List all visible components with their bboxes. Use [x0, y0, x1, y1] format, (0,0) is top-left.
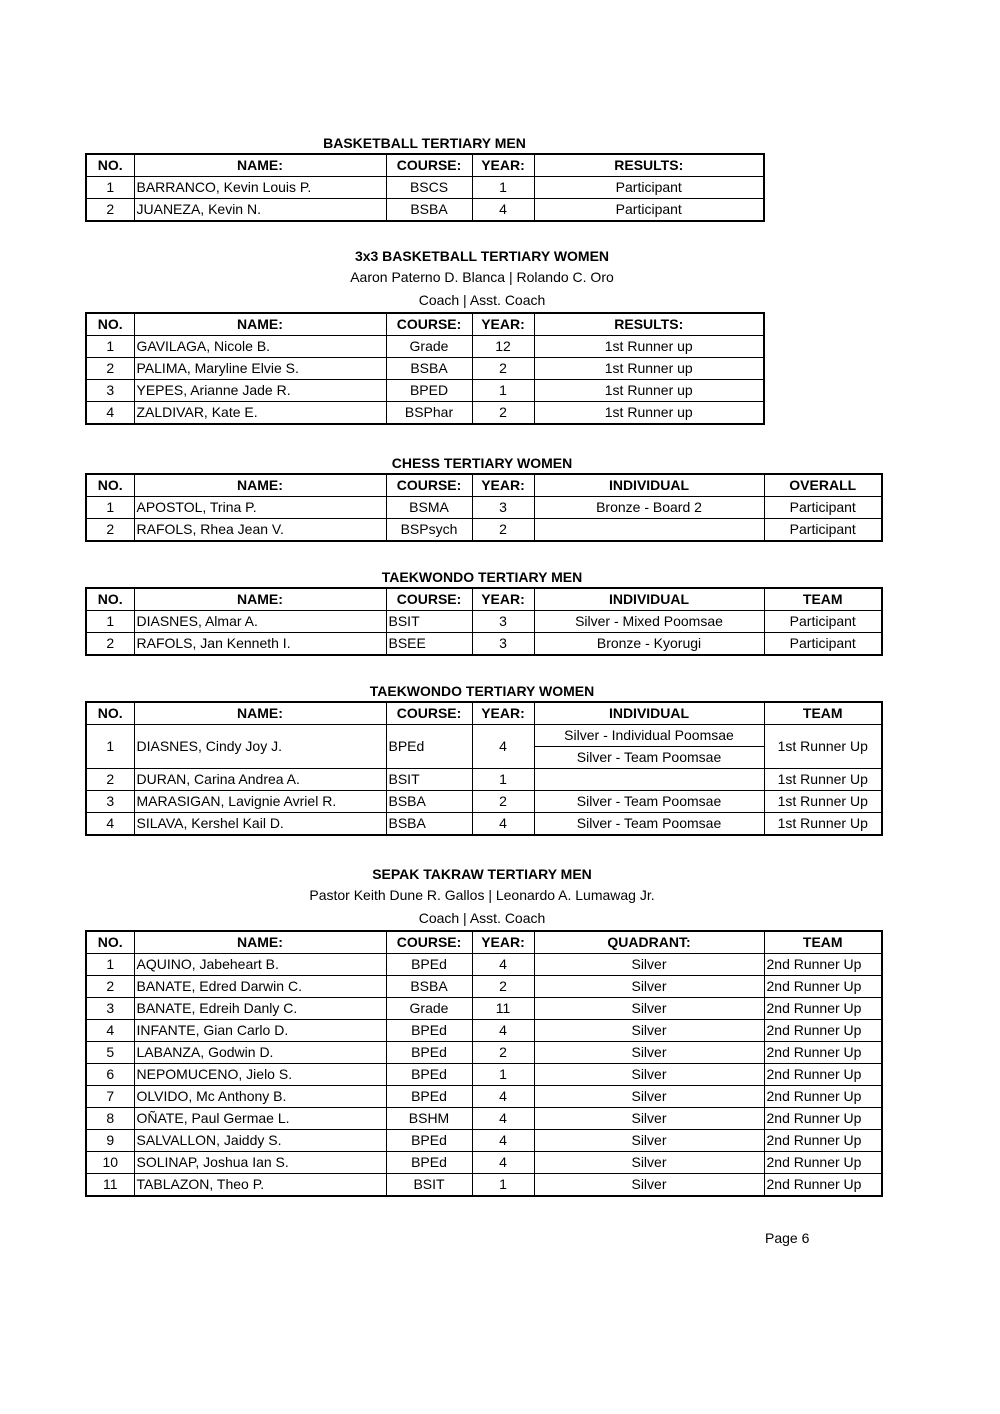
header-quadrant: QUADRANT:: [534, 931, 764, 954]
table-header-row: [86, 702, 882, 725]
cell-name: NEPOMUCENO, Jielo S.: [134, 1064, 386, 1086]
cell-individual: Silver - Individual Poomsae: [534, 725, 764, 747]
cell-course: BSPsych: [386, 519, 472, 542]
header-name: NAME:: [134, 588, 386, 611]
header-year: YEAR:: [472, 931, 534, 954]
table-row: [86, 1064, 882, 1086]
cell-individual: Silver - Team Poomsae: [534, 791, 764, 813]
cell-team: 1st Runner Up: [764, 791, 882, 813]
table-row: [86, 1108, 882, 1130]
cell-name: OÑATE, Paul Germae L.: [134, 1108, 386, 1130]
cell-year: 4: [472, 954, 534, 976]
header-individual: INDIVIDUAL: [534, 588, 764, 611]
section-3x3-basketball-women: [85, 246, 879, 425]
header-no: NO.: [86, 702, 134, 725]
section-taekwondo-men: [85, 567, 883, 656]
results-table: [85, 587, 883, 656]
section-sepak-takraw-men: [85, 864, 883, 1197]
cell-year: 2: [472, 1042, 534, 1064]
cell-no: 2: [86, 769, 134, 791]
cell-year: 4: [472, 1086, 534, 1108]
table-row: [86, 611, 882, 633]
cell-course: BSIT: [386, 769, 472, 791]
cell-name: SOLINAP, Joshua Ian S.: [134, 1152, 386, 1174]
header-name: NAME:: [134, 154, 386, 177]
results-table: [85, 312, 765, 425]
header-course: COURSE:: [386, 154, 472, 177]
header-year: YEAR:: [472, 154, 534, 177]
coach-names: Pastor Keith Dune R. Gallos | Leonardo A. Lumawag Jr.: [309, 887, 655, 903]
cell-year: 1: [472, 380, 534, 402]
table-row: [86, 199, 764, 222]
cell-individual: Silver - Mixed Poomsae: [534, 611, 764, 633]
cell-no: 7: [86, 1086, 134, 1108]
cell-year: 2: [472, 358, 534, 380]
cell-quadrant: Silver: [534, 1130, 764, 1152]
cell-year: 1: [472, 1064, 534, 1086]
table-header-row: [86, 931, 882, 954]
cell-name: AQUINO, Jabeheart B.: [134, 954, 386, 976]
cell-overall: Participant: [764, 519, 882, 542]
header-individual: INDIVIDUAL: [534, 474, 764, 497]
cell-name: ZALDIVAR, Kate E.: [134, 402, 386, 425]
cell-year: 4: [472, 199, 534, 222]
cell-no: 4: [86, 402, 134, 425]
table-row: [86, 1152, 882, 1174]
table-row: [86, 380, 764, 402]
cell-no: 1: [86, 336, 134, 358]
cell-course: BSBA: [386, 199, 472, 222]
cell-no: 2: [86, 976, 134, 998]
cell-quadrant: Silver: [534, 998, 764, 1020]
table-row: [86, 177, 764, 199]
cell-year: 4: [472, 1130, 534, 1152]
cell-name: RAFOLS, Jan Kenneth I.: [134, 633, 386, 656]
cell-individual: Bronze - Kyorugi: [534, 633, 764, 656]
header-team: TEAM: [764, 702, 882, 725]
table-row: [86, 1020, 882, 1042]
header-no: NO.: [86, 931, 134, 954]
cell-team: Participant: [764, 611, 882, 633]
cell-name: DIASNES, Almar A.: [134, 611, 386, 633]
cell-no: 5: [86, 1042, 134, 1064]
coach-roles: Coach | Asst. Coach: [418, 910, 546, 926]
cell-course: BPEd: [386, 1130, 472, 1152]
cell-team: 2nd Runner Up: [764, 1174, 882, 1197]
table-row: [86, 1042, 882, 1064]
cell-quadrant: Silver: [534, 1108, 764, 1130]
cell-team: 2nd Runner Up: [764, 1108, 882, 1130]
cell-course: Grade: [386, 998, 472, 1020]
cell-quadrant: Silver: [534, 1086, 764, 1108]
cell-no: 11: [86, 1174, 134, 1197]
cell-name: BANATE, Edred Darwin C.: [134, 976, 386, 998]
cell-course: BPEd: [386, 954, 472, 976]
header-overall: OVERALL: [764, 474, 882, 497]
cell-results: Participant: [534, 177, 764, 199]
cell-course: BSIT: [386, 611, 472, 633]
cell-year: 1: [472, 177, 534, 199]
cell-name: YEPES, Arianne Jade R.: [134, 380, 386, 402]
table-row: [86, 633, 882, 656]
cell-name: OLVIDO, Mc Anthony B.: [134, 1086, 386, 1108]
cell-year: 4: [472, 725, 534, 769]
header-results: RESULTS:: [534, 154, 764, 177]
cell-name: DURAN, Carina Andrea A.: [134, 769, 386, 791]
cell-quadrant: Silver: [534, 1174, 764, 1197]
section-chess-women: [85, 453, 883, 542]
cell-results: 1st Runner up: [534, 358, 764, 380]
cell-team: 2nd Runner Up: [764, 976, 882, 998]
cell-name: SILAVA, Kershel Kail D.: [134, 813, 386, 836]
cell-course: BSEE: [386, 633, 472, 656]
cell-course: BPEd: [386, 1042, 472, 1064]
header-team: TEAM: [764, 931, 882, 954]
cell-no: 9: [86, 1130, 134, 1152]
cell-no: 1: [86, 177, 134, 199]
header-no: NO.: [86, 588, 134, 611]
cell-quadrant: Silver: [534, 1020, 764, 1042]
section-title: SEPAK TAKRAW TERTIARY MEN: [372, 866, 592, 882]
coach-names: Aaron Paterno D. Blanca | Rolando C. Oro: [350, 269, 614, 285]
cell-team: 1st Runner Up: [764, 725, 882, 769]
header-no: NO.: [86, 154, 134, 177]
cell-no: 3: [86, 380, 134, 402]
results-table: [85, 930, 883, 1197]
section-title: TAEKWONDO TERTIARY MEN: [381, 569, 583, 585]
table-header-row: [86, 474, 882, 497]
cell-no: 2: [86, 358, 134, 380]
cell-year: 1: [472, 1174, 534, 1197]
cell-name: SALVALLON, Jaiddy S.: [134, 1130, 386, 1152]
table-row: [86, 976, 882, 998]
cell-course: BPEd: [386, 725, 472, 769]
cell-name: APOSTOL, Trina P.: [134, 497, 386, 519]
cell-team: 1st Runner Up: [764, 769, 882, 791]
cell-name: JUANEZA, Kevin N.: [134, 199, 386, 222]
cell-no: 2: [86, 519, 134, 542]
header-no: NO.: [86, 474, 134, 497]
cell-course: BSIT: [386, 1174, 472, 1197]
cell-individual: [534, 519, 764, 542]
cell-year: 4: [472, 1020, 534, 1042]
section-title: CHESS TERTIARY WOMEN: [391, 455, 573, 471]
cell-course: Grade: [386, 336, 472, 358]
cell-year: 11: [472, 998, 534, 1020]
cell-course: BSBA: [386, 358, 472, 380]
header-year: YEAR:: [472, 702, 534, 725]
table-row: [86, 813, 882, 836]
results-table: [85, 153, 765, 222]
cell-no: 2: [86, 633, 134, 656]
cell-course: BSBA: [386, 976, 472, 998]
header-course: COURSE:: [386, 313, 472, 336]
header-team: TEAM: [764, 588, 882, 611]
cell-team: 2nd Runner Up: [764, 1086, 882, 1108]
cell-team: 2nd Runner Up: [764, 1042, 882, 1064]
cell-no: 4: [86, 813, 134, 836]
cell-quadrant: Silver: [534, 1064, 764, 1086]
cell-no: 1: [86, 954, 134, 976]
cell-course: BSHM: [386, 1108, 472, 1130]
cell-no: 8: [86, 1108, 134, 1130]
header-no: NO.: [86, 313, 134, 336]
cell-course: BPEd: [386, 1064, 472, 1086]
cell-year: 4: [472, 1108, 534, 1130]
table-header-row: [86, 588, 882, 611]
cell-year: 2: [472, 791, 534, 813]
section-taekwondo-women: [85, 681, 883, 836]
table-row: [86, 1174, 882, 1197]
cell-course: BSBA: [386, 813, 472, 836]
cell-year: 3: [472, 633, 534, 656]
header-name: NAME:: [134, 702, 386, 725]
section-title: 3x3 BASKETBALL TERTIARY WOMEN: [354, 248, 610, 264]
header-year: YEAR:: [472, 588, 534, 611]
cell-team: 2nd Runner Up: [764, 954, 882, 976]
cell-name: PALIMA, Maryline Elvie S.: [134, 358, 386, 380]
cell-no: 4: [86, 1020, 134, 1042]
cell-course: BPED: [386, 380, 472, 402]
cell-course: BPEd: [386, 1086, 472, 1108]
section-title: BASKETBALL TERTIARY MEN: [323, 135, 526, 151]
cell-no: 1: [86, 725, 134, 769]
cell-year: 2: [472, 519, 534, 542]
cell-name: GAVILAGA, Nicole B.: [134, 336, 386, 358]
header-course: COURSE:: [386, 474, 472, 497]
cell-individual: Silver - Team Poomsae: [534, 747, 764, 769]
table-row: [86, 402, 764, 425]
cell-team: 2nd Runner Up: [764, 998, 882, 1020]
header-individual: INDIVIDUAL: [534, 702, 764, 725]
cell-quadrant: Silver: [534, 976, 764, 998]
cell-name: BANATE, Edreih Danly C.: [134, 998, 386, 1020]
cell-name: RAFOLS, Rhea Jean V.: [134, 519, 386, 542]
cell-team: 2nd Runner Up: [764, 1020, 882, 1042]
cell-team: 2nd Runner Up: [764, 1152, 882, 1174]
table-row: [86, 336, 764, 358]
header-year: YEAR:: [472, 313, 534, 336]
cell-no: 3: [86, 998, 134, 1020]
section-basketball-men: [85, 133, 765, 222]
cell-individual: Bronze - Board 2: [534, 497, 764, 519]
cell-course: BPEd: [386, 1152, 472, 1174]
page-number: Page 6: [765, 1230, 810, 1246]
section-title: TAEKWONDO TERTIARY WOMEN: [369, 683, 595, 699]
cell-no: 1: [86, 497, 134, 519]
header-name: NAME:: [134, 474, 386, 497]
cell-course: BPEd: [386, 1020, 472, 1042]
cell-year: 1: [472, 769, 534, 791]
coach-roles: Coach | Asst. Coach: [418, 292, 546, 308]
cell-name: TABLAZON, Theo P.: [134, 1174, 386, 1197]
table-row: [86, 998, 882, 1020]
table-row: [86, 954, 882, 976]
header-year: YEAR:: [472, 474, 534, 497]
table-row: [86, 519, 882, 542]
header-name: NAME:: [134, 931, 386, 954]
table-row: [86, 497, 882, 519]
cell-team: 2nd Runner Up: [764, 1064, 882, 1086]
cell-no: 10: [86, 1152, 134, 1174]
cell-individual: Silver - Team Poomsae: [534, 813, 764, 836]
cell-team: Participant: [764, 633, 882, 656]
header-course: COURSE:: [386, 931, 472, 954]
cell-results: Participant: [534, 199, 764, 222]
cell-individual: [534, 769, 764, 791]
header-results: RESULTS:: [534, 313, 764, 336]
table-row: [86, 769, 882, 791]
cell-year: 4: [472, 813, 534, 836]
cell-results: 1st Runner up: [534, 380, 764, 402]
cell-quadrant: Silver: [534, 1042, 764, 1064]
cell-course: BSMA: [386, 497, 472, 519]
cell-name: MARASIGAN, Lavignie Avriel R.: [134, 791, 386, 813]
header-course: COURSE:: [386, 702, 472, 725]
cell-results: 1st Runner up: [534, 336, 764, 358]
table-row: [86, 1086, 882, 1108]
cell-name: INFANTE, Gian Carlo D.: [134, 1020, 386, 1042]
cell-year: 3: [472, 497, 534, 519]
cell-name: DIASNES, Cindy Joy J.: [134, 725, 386, 769]
cell-team: 2nd Runner Up: [764, 1130, 882, 1152]
table-row: [86, 791, 882, 813]
table-row: [86, 358, 764, 380]
cell-quadrant: Silver: [534, 1152, 764, 1174]
cell-course: BSPhar: [386, 402, 472, 425]
table-header-row: [86, 154, 764, 177]
cell-year: 2: [472, 976, 534, 998]
cell-no: 1: [86, 611, 134, 633]
cell-year: 4: [472, 1152, 534, 1174]
cell-team: 1st Runner Up: [764, 813, 882, 836]
header-name: NAME:: [134, 313, 386, 336]
cell-quadrant: Silver: [534, 954, 764, 976]
cell-overall: Participant: [764, 497, 882, 519]
cell-name: BARRANCO, Kevin Louis P.: [134, 177, 386, 199]
cell-no: 6: [86, 1064, 134, 1086]
cell-no: 3: [86, 791, 134, 813]
cell-name: LABANZA, Godwin D.: [134, 1042, 386, 1064]
cell-year: 2: [472, 402, 534, 425]
cell-year: 3: [472, 611, 534, 633]
header-course: COURSE:: [386, 588, 472, 611]
results-table: [85, 701, 883, 836]
table-header-row: [86, 313, 764, 336]
table-row: [86, 1130, 882, 1152]
cell-results: 1st Runner up: [534, 402, 764, 425]
cell-no: 2: [86, 199, 134, 222]
cell-course: BSCS: [386, 177, 472, 199]
cell-course: BSBA: [386, 791, 472, 813]
results-table: [85, 473, 883, 542]
cell-year: 12: [472, 336, 534, 358]
table-row: [86, 725, 882, 747]
